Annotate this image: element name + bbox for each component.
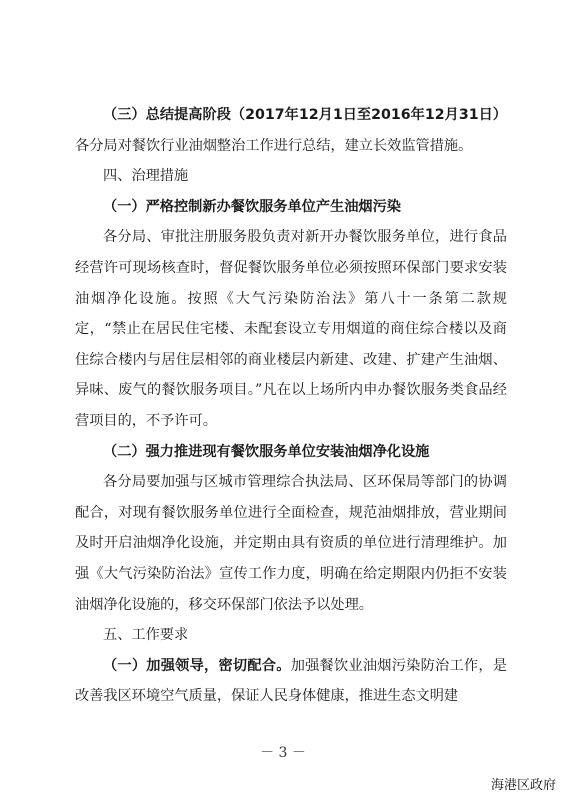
source-watermark: 海港区政府 [490,778,556,793]
heading-summary-stage: （三）总结提高阶段（2017年12月1日至2016年12月31日） [103,107,507,123]
section-title-measures: 四、治理措施 [103,168,189,185]
heading-leadership: （一）加强领导，密切配合。 [103,657,291,674]
document-body [75,100,507,712]
heading-promote-existing-units: （二）强力推进现有餐饮服务单位安装油烟净化设施 [103,443,430,460]
text-promote-existing-units: 各分局要加强与区城市管理综合执法局、区环保局等部门的协调配合，对现有餐饮服务单位进行全面检查，规范油烟排放，营业期间及时开启油烟净化设施，并定期由具有资质的单位进行清理维护。加强《大气污染防治法》宣传工作力度，明确在给定期限内仍拒不安装油烟净化设施的，移交环保部门依法予以处理。 [75,474,507,613]
paragraph-summary-stage [75,100,507,161]
section-title-requirements: 五、工作要求 [103,627,189,644]
page-number: － 3 － [260,745,306,761]
paragraph-leadership [75,651,507,712]
text-leadership: 加强餐饮业油烟污染防治工作，是改善我区环境空气质量，保证人民身体健康，推进生态文明建 [75,657,507,705]
heading-control-new-units: （一）严格控制新办餐饮服务单位产生油烟污染 [103,198,401,215]
text-summary-stage: 各分局对餐饮行业油烟整治工作进行总结，建立长效监管措施。 [75,137,473,154]
text-control-new-units: 各分局、审批注册服务股负责对新开办餐饮服务单位，进行食品经营许可现场核查时，督促餐饮服务单位必须按照环保部门要求安装油烟净化设施。按照《大气污染防治法》第八十一条第二款规定，“禁止在居民住宅楼、未配套设立专用烟道的商住综合楼以及商住综合楼内与居住层相邻的商业楼层内新建、改建、扩建产生油烟、异味、废气的餐饮服务项目。”凡在以上场所内申办餐饮服务类食品经营项目的，不予许可。 [75,229,507,429]
